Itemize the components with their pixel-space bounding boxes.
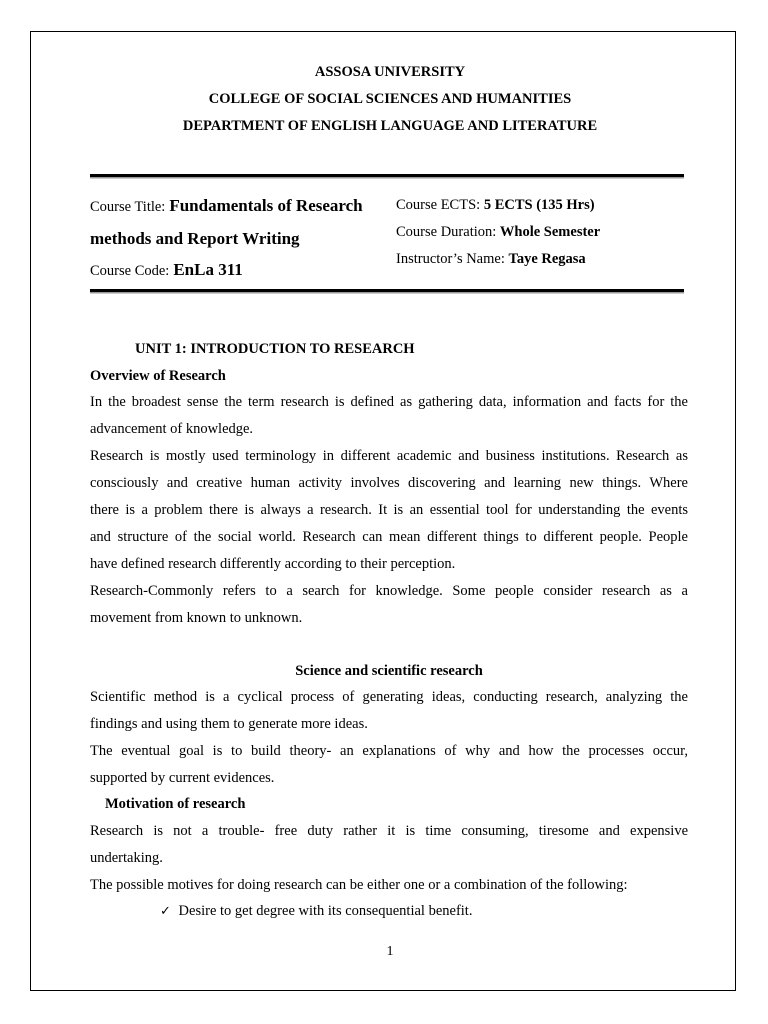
course-duration-value: Whole Semester bbox=[499, 224, 601, 240]
science-heading: Science and scientific research bbox=[295, 663, 483, 679]
course-ects-label: Course ECTS: bbox=[396, 197, 481, 213]
course-title-label: Course Title: bbox=[90, 199, 166, 215]
course-ects-row bbox=[396, 197, 595, 214]
course-ects-value: 5 ECTS (135 Hrs) bbox=[483, 197, 595, 213]
instructor-label: Instructor’s Name: bbox=[396, 251, 505, 267]
overview-line: advancement of knowledge. bbox=[90, 421, 254, 437]
overview-heading: Overview of Research bbox=[90, 368, 226, 384]
motivation-line: The possible motives for doing research can be either one or a combination of the following: bbox=[90, 877, 628, 893]
course-title-row bbox=[90, 196, 363, 216]
course-code-value: EnLa 311 bbox=[173, 260, 243, 279]
college-name: COLLEGE OF SOCIAL SCIENCES AND HUMANITIES bbox=[208, 91, 572, 107]
course-title-value-line2: methods and Report Writing bbox=[90, 229, 300, 248]
motivation-line: undertaking. bbox=[90, 850, 163, 866]
overview-line: In the broadest sense the term research is defined as gathering data, information and facts for the bbox=[90, 394, 688, 410]
checkmark-icon: ✓ bbox=[160, 904, 171, 919]
science-line: Scientific method is a cyclical process of generating ideas, conducting research, analyzing the bbox=[90, 689, 688, 705]
overview-line: movement from known to unknown. bbox=[90, 610, 303, 626]
overview-line: have defined research differently according to their perception. bbox=[90, 556, 456, 572]
science-line: findings and using them to generate more ideas. bbox=[90, 716, 368, 732]
overview-line: Research-Commonly refers to a search for knowledge. Some people consider research as a bbox=[90, 583, 688, 599]
overview-line: and structure of the social world. Research can mean different things to different people. People bbox=[90, 529, 688, 545]
header-rule-top bbox=[90, 174, 684, 177]
bullet-item bbox=[160, 903, 472, 920]
overview-line: Research is mostly used terminology in different academic and business institutions. Research as bbox=[90, 448, 688, 464]
page-number: 1 bbox=[386, 944, 394, 959]
course-duration-label: Course Duration: bbox=[396, 224, 497, 240]
science-line: supported by current evidences. bbox=[90, 770, 275, 786]
university-name: ASSOSA UNIVERSITY bbox=[314, 64, 466, 80]
header-rule-bottom bbox=[90, 289, 684, 292]
instructor-value: Taye Regasa bbox=[508, 251, 586, 267]
overview-line: there is a problem there is always a research. It is an essential tool for understanding the events bbox=[90, 502, 688, 518]
department-name: DEPARTMENT OF ENGLISH LANGUAGE AND LITERATURE bbox=[182, 118, 598, 134]
course-code-row bbox=[90, 260, 243, 280]
motivation-heading: Motivation of research bbox=[105, 796, 246, 812]
science-line: The eventual goal is to build theory- an explanations of why and how the processes occur, bbox=[90, 743, 688, 759]
course-code-label: Course Code: bbox=[90, 263, 170, 279]
motivation-line: Research is not a trouble- free duty rather it is time consuming, tiresome and expensive bbox=[90, 823, 688, 839]
unit-heading: UNIT 1: INTRODUCTION TO RESEARCH bbox=[135, 341, 415, 357]
course-duration-row bbox=[396, 224, 600, 241]
instructor-row bbox=[396, 251, 586, 268]
course-title-value-line1: Fundamentals of Research bbox=[169, 196, 363, 215]
overview-line: consciously and creative human activity involves discovering and learning new things. Where bbox=[90, 475, 688, 491]
bullet-item-text: Desire to get degree with its consequential benefit. bbox=[178, 903, 473, 919]
